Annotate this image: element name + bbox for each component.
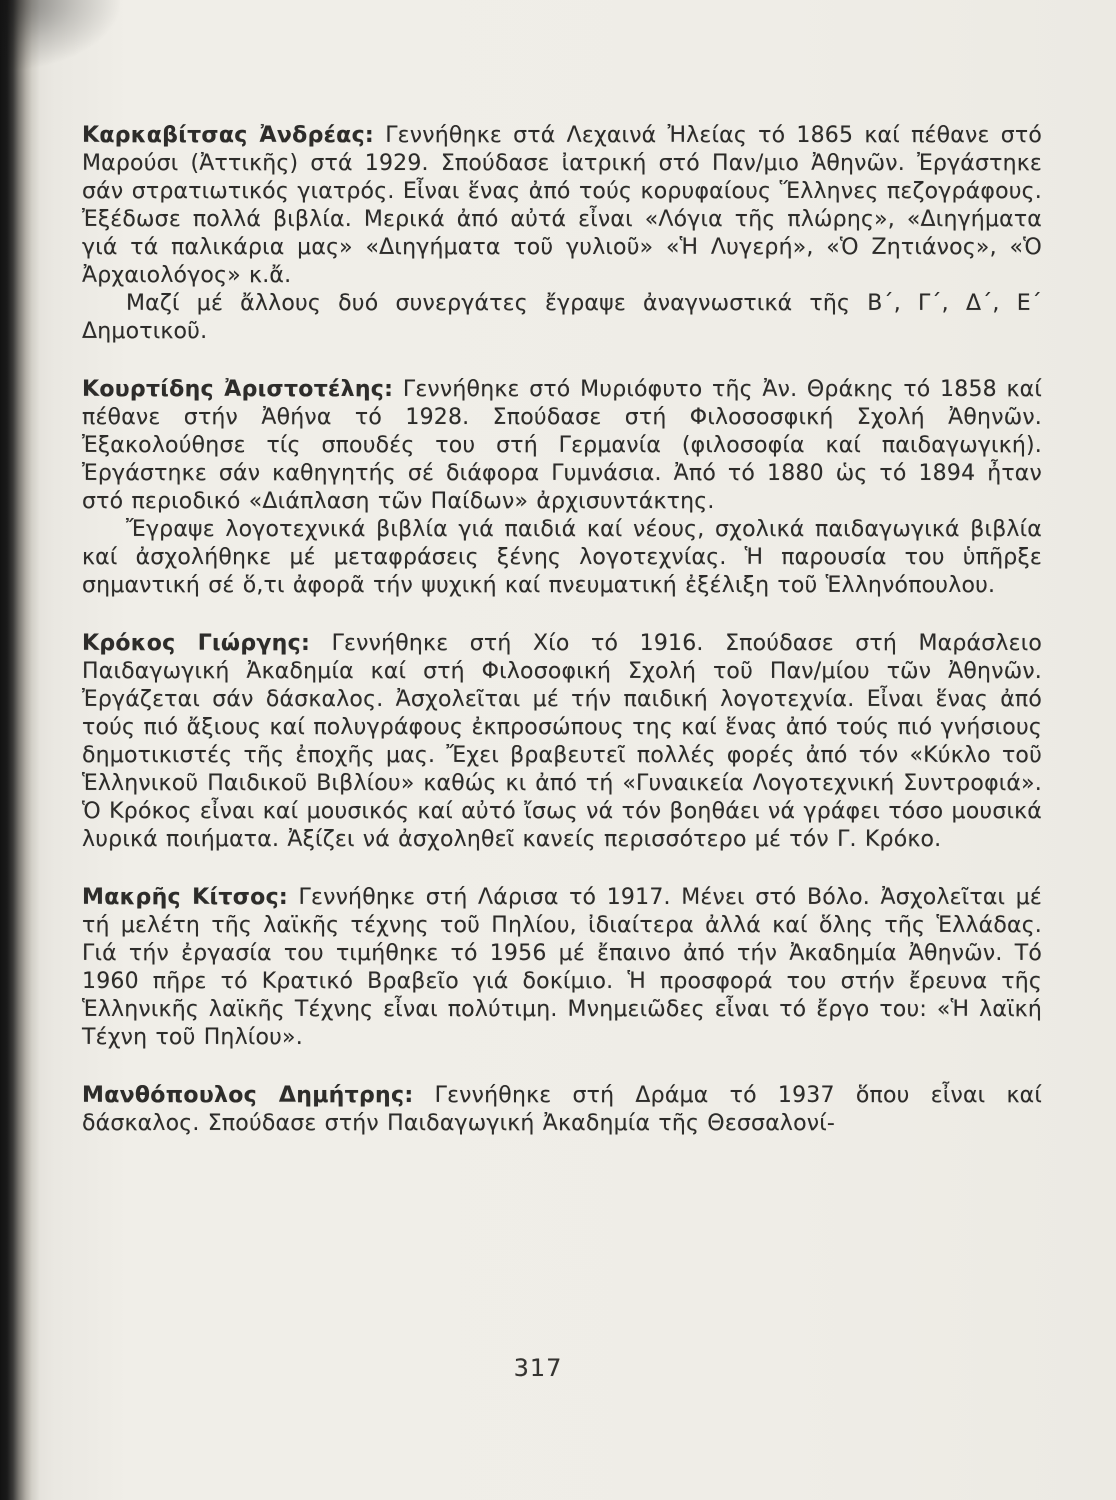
entry-text: Γεννήθηκε στή Λάρισα τό 1917. Μένει στό Βόλο. Ἀσχολεῖται μέ τή μελέτη τῆς λαϊκῆς τέχνης τοῦ Πηλίου, ἰδιαίτερα ἀλλά καί ὅλης τῆς Ἑλλάδας. Γιά τήν ἐργασία του τιμήθηκε τό 1956 μέ ἔπαινο ἀπό τήν Ἀκαδημία Ἀθηνῶν. Τό 1960 πῆρε τό Κρατικό Βραβεῖο γιά δοκίμιο. Ἡ προσφορά του στήν ἔρευνα τῆς Ἑλληνικῆς λαϊκῆς Τέχνης εἶναι πολύτιμη. Μνημειῶδες εἶναι τό ἔργο του: «Ἡ λαϊκή Τέχνη τοῦ Πηλίου». [82,885,1042,1050]
entry-lead-paragraph [82,884,1042,1052]
entry-text: Γεννήθηκε στό Μυριόφυτο τῆς Ἀν. Θράκης τό 1858 καί πέθανε στήν Ἀθήνα τό 1928. Σπούδασε στή Φιλοσοσφική Σχολή Ἀθηνῶν. Ἐξακολούθησε τίς σπουδές του στή Γερμανία (φιλοσοφία καί παιδαγωγική). Ἐργάστηκε σάν καθηγητής σέ διάφορα Γυμνάσια. Ἀπό τό 1880 ὡς τό 1894 ἦταν στό περιοδικό «Διάπλαση τῶν Παίδων» ἀρχισυντάκτης. [82,377,1042,514]
author-entry [82,884,1042,1052]
entry-lead-paragraph [82,1082,1042,1138]
author-entry [82,376,1042,600]
entry-paragraph: Ἔγραψε λογοτεχνικά βιβλία γιά παιδιά καί νέους, σχολικά παιδαγωγικά βιβλία καί ἀσχολήθηκε μέ μεταφράσεις ξένης λογοτεχνίας. Ἡ παρουσία του ὑπῆρξε σημαντική σέ ὅ,τι ἀφορᾶ τήν ψυχική καί πνευματική ἐξέλιξη τοῦ Ἑλληνόπουλου. [82,517,1042,598]
page-content [82,122,1042,1168]
author-entry [82,630,1042,854]
entry-text: Γεννήθηκε στά Λεχαινά Ἠλείας τό 1865 καί πέθανε στό Μαρούσι (Ἀττικῆς) στά 1929. Σπούδασε ἰατρική στό Παν/μιο Ἀθηνῶν. Ἐργάστηκε σάν στρατιωτικός γιατρός. Εἶναι ἕνας ἀπό τούς κορυφαίους Ἕλληνες πεζογράφους. Ἐξέδωσε πολλά βιβλία. Μερικά ἀπό αὐτά εἶναι «Λόγια τῆς πλώρης», «Διηγήματα γιά τά παλικάρια μας» «Διηγήματα τοῦ γυλιοῦ» «Ἡ Λυγερή», «Ὁ Ζητιάνος», «Ὁ Ἀρχαιολόγος» κ.ἄ. [82,123,1042,288]
author-name: Μακρῆς Κίτσος: [82,885,289,910]
author-name: Κουρτίδης Ἀριστοτέλης: [82,377,394,402]
page-number: 317 [513,1354,563,1382]
binding-shadow [0,0,40,1500]
entry-paragraph: Μαζί μέ ἄλλους δυό συνεργάτες ἔγραψε ἀναγνωστικά τῆς Β΄, Γ΄, Δ΄, Ε΄ Δημοτικοῦ. [82,291,1042,344]
entry-text: Γεννήθηκε στή Χίο τό 1916. Σπούδασε στή Μαράσλειο Παιδαγωγική Ἀκαδημία καί στή Φιλοσοφική Σχολή τοῦ Παν/μίου τῶν Ἀθηνῶν. Ἐργάζεται σάν δάσκαλος. Ἀσχολεῖται μέ τήν παιδική λογοτεχνία. Εἶναι ἕνας ἀπό τούς πιό ἄξιους καί πολυγράφους ἐκπροσώπους της καί ἕνας ἀπό τούς πιό γνήσιους δημοτικιστές τῆς ἐποχῆς μας. Ἔχει βραβευτεῖ πολλές φορές ἀπό τόν «Κύκλο τοῦ Ἑλληνικοῦ Παιδικοῦ Βιβλίου» καθώς κι ἀπό τή «Γυναικεία Λογοτεχνική Συντροφιά». Ὁ Κρόκος εἶναι καί μουσικός καί αὐτό ἴσως νά τόν βοηθάει νά γράφει τόσο μουσικά λυρικά ποιήματα. Ἀξίζει νά ἀσχοληθεῖ κανείς περισσότερο μέ τόν Γ. Κρόκο. [82,631,1042,852]
entry-lead-paragraph [82,122,1042,290]
author-entry [82,122,1042,346]
entry-text: Γεννήθηκε στή Δράμα τό 1937 ὅπου εἶναι καί δάσκαλος. Σπούδασε στήν Παιδαγωγική Ἀκαδημία τῆς Θεσσαλονί- [82,1083,1042,1136]
author-name: Μανθόπουλος Δημήτρης: [82,1083,414,1108]
entry-lead-paragraph [82,376,1042,516]
author-entry [82,1082,1042,1138]
author-name: Κρόκος Γιώργης: [82,631,311,656]
author-name: Καρκαβίτσας Ἀνδρέας: [82,123,375,148]
entry-lead-paragraph [82,630,1042,854]
